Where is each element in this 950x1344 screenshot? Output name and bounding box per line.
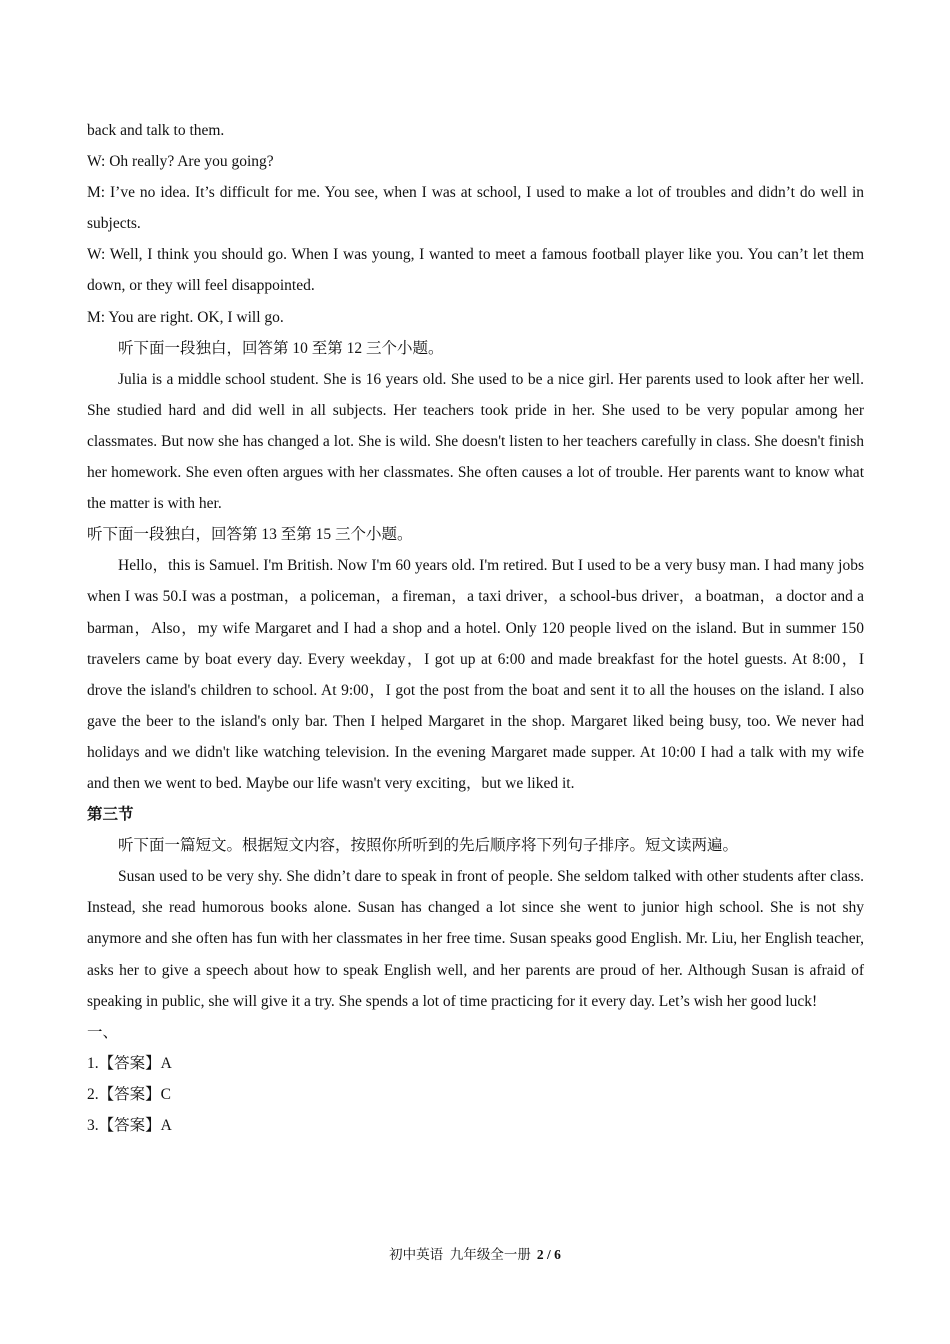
dialogue-line: M: You are right. OK, I will go. xyxy=(87,308,284,326)
monologue-paragraph: Julia is a middle school student. She is 16 years old. She used to be a nice girl. Her parents used to look after her well. She studied hard and did well in all subjects. Her teachers took pride in her. She used to be very popular among her classmates. But now she has changed a lot. She is wild. She doesn't listen to her teachers carefully in class. She doesn't finish her homework. She even often argues with her classmates. She often causes a lot of trouble. Her parents want to know what the matter is with her. xyxy=(87,370,864,513)
answer-item: 3.【答案】A xyxy=(87,1117,172,1134)
dialogue-line: W: Well, I think you should go. When I was young, I wanted to meet a famous football player like you. You can’t let them down, or they will feel disappointed. xyxy=(87,246,864,295)
answer-item: 2.【答案】C xyxy=(87,1085,171,1103)
section-heading: 第三节 xyxy=(87,806,134,824)
dialogue-line: back and talk to them. xyxy=(87,122,225,139)
page-number: 2 / 6 xyxy=(536,1247,561,1262)
instruction-text: 听下面一段独白，回答第 13 至第 15 三个小题。 xyxy=(87,526,413,544)
instruction-text: 听下面一篇短文。根据短文内容，按照你所听到的先后顺序将下列句子排序。短文读两遍。 xyxy=(118,837,739,855)
dialogue-line: M: I’ve no idea. It’s difficult for me. You see, when I was at school, I used to make a lot of troubles and didn’t do well in subjects. xyxy=(87,184,864,233)
page-footer xyxy=(0,1245,950,1265)
answer-section-heading: 一、 xyxy=(87,1023,119,1041)
document-body xyxy=(87,115,864,1141)
footer-title: 初中英语 九年级全一册 xyxy=(389,1247,531,1262)
passage-paragraph: Susan used to be very shy. She didn’t dare to speak in front of people. She seldom talked with other students after class. Instead, she read humorous books alone. Susan has changed a lot since she went to junior high school. She is not shy anymore and she often has fun with her classmates in her free time. Susan speaks good English. Mr. Liu, her English teacher, asks her to give a speech about how to speak English well, and her parents are proud of her. Although Susan is afraid of speaking in public, she will give it a try. She spends a lot of time practicing for it every day. Let’s wish her good luck! xyxy=(87,868,864,1010)
answer-item: 1.【答案】A xyxy=(87,1054,172,1072)
monologue-paragraph: Hello，this is Samuel. I'm British. Now I'm 60 years old. I'm retired. But I used to be a very busy man. I had many jobs when I was 50.I was a postman，a policeman，a fireman，a taxi driver，a school-bus driver，a boatman，a doctor and a barman，Also，my wife Margaret and I had a shop and a hotel. Only 120 people lived on the island. But in summer 150 travelers came by boat every day. Every weekday，I got up at 6:00 and made breakfast for the hotel guests. At 8:00，I drove the island's children to school. At 9:00，I got the post from the boat and sent it to all the houses on the island. I also gave the beer to the island's only bar. Then I helped Margaret in the shop. Margaret liked being busy, too. We never had holidays and we didn't like watching television. In the evening Margaret made supper. At 10:00 I had a talk with my wife and then we went to bed. Maybe our life wasn't very exciting，but we liked it. xyxy=(87,557,864,792)
instruction-text: 听下面一段独白，回答第 10 至第 12 三个小题。 xyxy=(118,339,444,357)
dialogue-line: W: Oh really? Are you going? xyxy=(87,153,274,171)
